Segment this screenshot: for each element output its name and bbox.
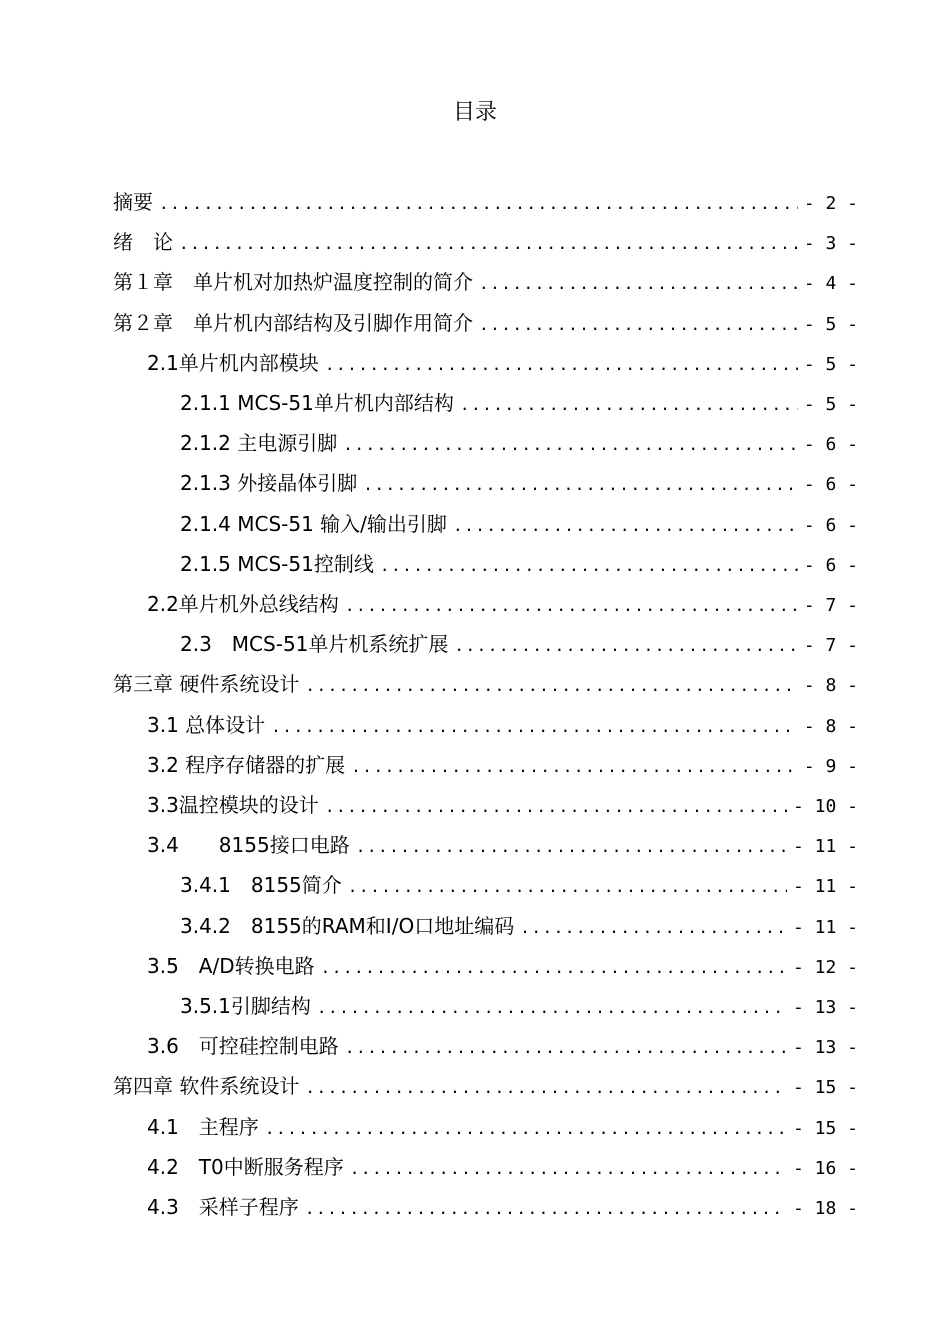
toc-entry[interactable]	[147, 825, 858, 865]
toc-entry-label: 2.1.5 MCS-51控制线	[180, 551, 374, 576]
toc-entry-page-number: - 6 -	[803, 474, 858, 496]
toc-entry-label: 3.5.1引脚结构	[180, 994, 311, 1018]
toc-entry-page-number: - 11 -	[792, 916, 858, 938]
toc-entry[interactable]	[113, 664, 858, 704]
toc-entry-label: 3.4 8155接口电路	[147, 833, 350, 858]
toc-entry[interactable]	[180, 463, 858, 503]
toc-entry[interactable]	[147, 705, 858, 745]
dot-leader	[345, 1028, 787, 1068]
dot-leader	[265, 1109, 787, 1149]
toc-entry-label: 4.1 主程序	[147, 1114, 259, 1139]
toc-title: 目录	[452, 100, 497, 125]
toc-entry-page-number: - 8 -	[803, 715, 858, 737]
toc-entry[interactable]	[147, 785, 858, 825]
dot-leader	[380, 546, 798, 586]
toc-entry-page-number: - 15 -	[792, 1077, 858, 1099]
dot-leader	[363, 465, 798, 505]
toc-entry-label: 2.1单片机内部模块	[147, 350, 319, 375]
dot-leader	[343, 425, 798, 465]
toc-entry[interactable]	[180, 986, 858, 1026]
dot-leader	[325, 787, 787, 827]
toc-entry[interactable]	[147, 946, 858, 986]
toc-entry-label: 3.4.1 8155简介	[180, 873, 342, 898]
toc-entry-page-number: - 5 -	[803, 313, 858, 335]
dot-leader	[356, 827, 787, 867]
toc-entry-page-number: - 6 -	[803, 434, 858, 456]
dot-leader	[520, 908, 787, 948]
toc-entry-label: 3.5 A/D转换电路	[147, 953, 315, 978]
dot-leader	[348, 867, 787, 907]
toc-entry[interactable]	[147, 1147, 858, 1187]
toc-entry[interactable]	[180, 624, 858, 664]
toc-entry-page-number: - 18 -	[792, 1198, 858, 1219]
toc-entry-label: 3.1 总体设计	[147, 712, 266, 737]
dot-leader	[305, 666, 797, 706]
toc-entry-page-number: - 9 -	[803, 755, 858, 777]
toc-entry[interactable]	[113, 303, 858, 343]
toc-entry-page-number: - 6 -	[803, 514, 858, 536]
toc-entry[interactable]	[180, 504, 858, 544]
toc-entry[interactable]	[147, 745, 858, 785]
toc-entry-label: 3.2 程序存储器的扩展	[147, 752, 346, 777]
toc-entry-label: 第２章 单片机内部结构及引脚作用简介	[113, 310, 473, 335]
toc-entry-page-number: - 11 -	[792, 876, 858, 898]
dot-leader	[350, 1149, 787, 1189]
toc-entry-page-number: - 16 -	[792, 1157, 858, 1179]
toc-entry-page-number: - 5 -	[803, 394, 858, 415]
dot-leader	[453, 506, 798, 546]
toc-entry-page-number: - 7 -	[803, 635, 858, 657]
toc-entry[interactable]	[147, 1107, 858, 1147]
toc-entry-page-number: - 13 -	[792, 997, 858, 1018]
toc-entry[interactable]	[180, 383, 858, 423]
toc-entry[interactable]	[180, 906, 858, 946]
dot-leader	[179, 224, 798, 264]
toc-entry[interactable]	[180, 865, 858, 905]
toc-entry-page-number: - 11 -	[792, 836, 858, 858]
dot-leader	[479, 264, 798, 304]
toc-entry-label: 第１章 单片机对加热炉温度控制的简介	[113, 270, 473, 295]
dot-leader	[271, 707, 798, 747]
toc-entry-label: 摘要	[113, 190, 153, 214]
toc-entry[interactable]	[180, 423, 858, 463]
toc-entry-page-number: - 6 -	[803, 554, 858, 576]
toc-entry[interactable]	[147, 584, 858, 624]
toc-entry[interactable]	[113, 1066, 858, 1106]
toc-entry-label: 2.1.3 外接晶体引脚	[180, 471, 358, 496]
toc-entry-label: 第三章 硬件系统设计	[113, 672, 300, 697]
toc-entry-page-number: - 12 -	[792, 956, 858, 978]
toc-entry-label: 2.1.4 MCS-51 输入/输出引脚	[180, 511, 447, 536]
dot-leader	[317, 988, 787, 1028]
toc-entry-label: 绪 论	[113, 230, 173, 255]
toc-entry-label: 2.1.2 主电源引脚	[180, 431, 338, 456]
dot-leader	[321, 948, 787, 988]
toc-entry[interactable]	[180, 544, 858, 584]
dot-leader	[325, 345, 798, 385]
toc-entry-label: 3.6 可控硅控制电路	[147, 1034, 339, 1059]
toc-entry-label: 3.3温控模块的设计	[147, 793, 319, 817]
toc-entry-label: 第四章 软件系统设计	[113, 1074, 300, 1099]
toc-entry[interactable]	[147, 1026, 858, 1066]
toc-entry-page-number: - 10 -	[792, 796, 858, 817]
toc-entry-label: 3.4.2 8155的RAM和I/O口地址编码	[180, 913, 515, 938]
toc-entry[interactable]	[147, 343, 858, 383]
toc-entry[interactable]	[113, 182, 858, 222]
dot-leader	[454, 626, 797, 666]
toc-entry-label: 4.3 采样子程序	[147, 1195, 299, 1219]
dot-leader	[159, 184, 798, 224]
toc-entry-page-number: - 7 -	[803, 595, 858, 616]
toc-entry-page-number: - 2 -	[803, 193, 858, 214]
dot-leader	[305, 1189, 787, 1229]
toc-entry-page-number: - 5 -	[803, 353, 858, 375]
toc-entry[interactable]	[113, 222, 858, 262]
toc-entry-page-number: - 15 -	[792, 1117, 858, 1139]
dot-leader	[479, 305, 798, 345]
toc-entry-page-number: - 13 -	[792, 1037, 858, 1059]
toc-entry-page-number: - 3 -	[803, 233, 858, 255]
toc-entry-page-number: - 4 -	[803, 273, 858, 295]
toc-entry-page-number: - 8 -	[803, 675, 858, 697]
dot-leader	[460, 385, 798, 425]
dot-leader	[305, 1068, 787, 1108]
dot-leader	[345, 586, 798, 626]
toc-entry-label: 2.3 MCS-51单片机系统扩展	[180, 632, 449, 657]
toc-entry[interactable]	[113, 262, 858, 302]
toc-entry[interactable]	[147, 1187, 858, 1227]
toc-entry-label: 2.1.1 MCS-51单片机内部结构	[180, 391, 454, 415]
dot-leader	[351, 747, 798, 787]
toc-entry-label: 4.2 T0中断服务程序	[147, 1154, 344, 1179]
toc-entry-label: 2.2单片机外总线结构	[147, 592, 339, 616]
